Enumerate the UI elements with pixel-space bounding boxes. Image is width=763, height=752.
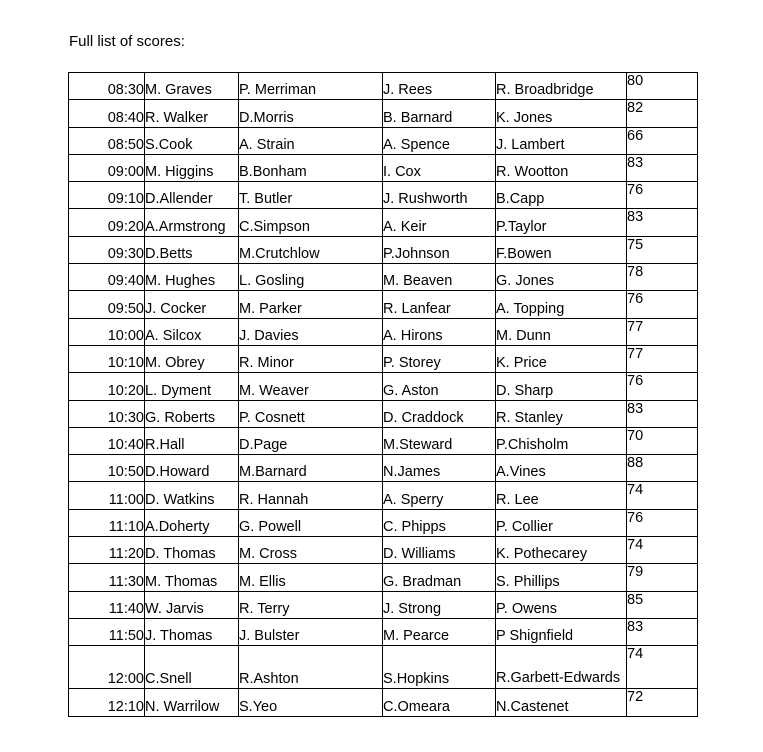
player-cell: P Shignfield [496, 618, 627, 645]
player-cell: A. Topping [496, 291, 627, 318]
player-cell: R. Hannah [239, 482, 383, 509]
player-cell: B. Barnard [383, 100, 496, 127]
score-row [69, 154, 698, 181]
player-cell: M.Barnard [239, 455, 383, 482]
tee-time-cell: 12:10 [69, 689, 145, 716]
player-cell: R.Ashton [239, 646, 383, 689]
score-cell: 76 [627, 509, 698, 536]
score-row [69, 455, 698, 482]
score-cell: 85 [627, 591, 698, 618]
score-cell: 88 [627, 455, 698, 482]
score-row [69, 182, 698, 209]
player-cell: D. Thomas [145, 537, 239, 564]
player-cell: A.Doherty [145, 509, 239, 536]
player-cell: D. Watkins [145, 482, 239, 509]
player-cell: D. Sharp [496, 373, 627, 400]
score-cell: 77 [627, 345, 698, 372]
score-row [69, 591, 698, 618]
player-cell: D. Craddock [383, 400, 496, 427]
player-cell: A. Sperry [383, 482, 496, 509]
player-cell: M. Parker [239, 291, 383, 318]
score-row [69, 127, 698, 154]
score-row [69, 537, 698, 564]
player-cell: J. Rees [383, 73, 496, 100]
player-cell: G. Bradman [383, 564, 496, 591]
score-cell: 80 [627, 73, 698, 100]
player-cell: J. Rushworth [383, 182, 496, 209]
score-row [69, 100, 698, 127]
scores-table-body [69, 73, 698, 717]
player-cell: R. Lee [496, 482, 627, 509]
player-cell: R. Wootton [496, 154, 627, 181]
score-cell: 82 [627, 100, 698, 127]
player-cell: C.Simpson [239, 209, 383, 236]
score-row [69, 73, 698, 100]
player-cell: B.Bonham [239, 154, 383, 181]
player-cell: A.Vines [496, 455, 627, 482]
score-row [69, 646, 698, 689]
score-row [69, 318, 698, 345]
player-cell: G. Powell [239, 509, 383, 536]
tee-time-cell: 10:50 [69, 455, 145, 482]
tee-time-cell: 09:10 [69, 182, 145, 209]
scores-table [68, 72, 698, 717]
tee-time-cell: 10:40 [69, 427, 145, 454]
player-cell: M. Hughes [145, 264, 239, 291]
score-cell: 83 [627, 618, 698, 645]
player-cell: P. Merriman [239, 73, 383, 100]
player-cell: M. Higgins [145, 154, 239, 181]
player-cell: S.Hopkins [383, 646, 496, 689]
player-cell: M. Beaven [383, 264, 496, 291]
player-cell: R. Stanley [496, 400, 627, 427]
player-cell: K. Pothecarey [496, 537, 627, 564]
score-row [69, 264, 698, 291]
tee-time-cell: 11:40 [69, 591, 145, 618]
score-cell: 83 [627, 209, 698, 236]
score-row [69, 291, 698, 318]
player-cell: R. Terry [239, 591, 383, 618]
player-cell: A. Hirons [383, 318, 496, 345]
score-cell: 74 [627, 482, 698, 509]
player-cell: R. Minor [239, 345, 383, 372]
score-cell: 74 [627, 537, 698, 564]
score-row [69, 236, 698, 263]
player-cell: D. Williams [383, 537, 496, 564]
score-cell: 76 [627, 182, 698, 209]
player-cell: M. Thomas [145, 564, 239, 591]
tee-time-cell: 11:20 [69, 537, 145, 564]
player-cell: A. Spence [383, 127, 496, 154]
page-heading: Full list of scores: [69, 33, 185, 50]
player-cell: P.Johnson [383, 236, 496, 263]
player-cell: R. Lanfear [383, 291, 496, 318]
player-cell: P. Owens [496, 591, 627, 618]
tee-time-cell: 09:40 [69, 264, 145, 291]
player-cell: F.Bowen [496, 236, 627, 263]
score-cell: 83 [627, 154, 698, 181]
score-row [69, 345, 698, 372]
tee-time-cell: 11:30 [69, 564, 145, 591]
score-row [69, 209, 698, 236]
player-cell: S.Yeo [239, 689, 383, 716]
score-cell: 72 [627, 689, 698, 716]
score-row [69, 400, 698, 427]
score-row [69, 427, 698, 454]
player-cell: M. Graves [145, 73, 239, 100]
score-cell: 77 [627, 318, 698, 345]
player-cell: N. Warrilow [145, 689, 239, 716]
player-cell: M. Weaver [239, 373, 383, 400]
score-row [69, 373, 698, 400]
tee-time-cell: 08:40 [69, 100, 145, 127]
tee-time-cell: 10:30 [69, 400, 145, 427]
tee-time-cell: 10:20 [69, 373, 145, 400]
tee-time-cell: 10:10 [69, 345, 145, 372]
player-cell: C. Phipps [383, 509, 496, 536]
score-cell: 74 [627, 646, 698, 689]
score-cell: 76 [627, 291, 698, 318]
player-cell: M.Steward [383, 427, 496, 454]
player-cell: M.Crutchlow [239, 236, 383, 263]
player-cell: S.Cook [145, 127, 239, 154]
player-cell: M. Dunn [496, 318, 627, 345]
player-cell: R.Hall [145, 427, 239, 454]
player-cell: T. Butler [239, 182, 383, 209]
score-row [69, 618, 698, 645]
score-cell: 76 [627, 373, 698, 400]
tee-time-cell: 08:50 [69, 127, 145, 154]
tee-time-cell: 08:30 [69, 73, 145, 100]
tee-time-cell: 10:00 [69, 318, 145, 345]
player-cell: G. Jones [496, 264, 627, 291]
score-cell: 79 [627, 564, 698, 591]
player-cell: D.Allender [145, 182, 239, 209]
score-row [69, 509, 698, 536]
player-cell: J. Davies [239, 318, 383, 345]
player-cell: K. Jones [496, 100, 627, 127]
player-cell: R. Walker [145, 100, 239, 127]
player-cell: D.Page [239, 427, 383, 454]
player-cell: G. Roberts [145, 400, 239, 427]
score-row [69, 564, 698, 591]
tee-time-cell: 12:00 [69, 646, 145, 689]
player-cell: W. Jarvis [145, 591, 239, 618]
player-cell: P. Collier [496, 509, 627, 536]
player-cell: C.Snell [145, 646, 239, 689]
player-cell: L. Dyment [145, 373, 239, 400]
player-cell: S. Phillips [496, 564, 627, 591]
player-cell: P. Cosnett [239, 400, 383, 427]
player-cell: K. Price [496, 345, 627, 372]
player-cell: I. Cox [383, 154, 496, 181]
player-cell: D.Betts [145, 236, 239, 263]
player-cell: D.Howard [145, 455, 239, 482]
player-cell: P.Chisholm [496, 427, 627, 454]
player-cell: J. Thomas [145, 618, 239, 645]
player-cell: J. Cocker [145, 291, 239, 318]
player-cell: J. Bulster [239, 618, 383, 645]
player-cell: M. Cross [239, 537, 383, 564]
player-cell: N.James [383, 455, 496, 482]
score-row [69, 482, 698, 509]
player-cell: B.Capp [496, 182, 627, 209]
score-cell: 83 [627, 400, 698, 427]
tee-time-cell: 11:00 [69, 482, 145, 509]
player-cell: M. Pearce [383, 618, 496, 645]
player-cell: M. Obrey [145, 345, 239, 372]
player-cell: N.Castenet [496, 689, 627, 716]
player-cell: G. Aston [383, 373, 496, 400]
player-cell: R.Garbett-Edwards [496, 646, 627, 689]
player-cell: D.Morris [239, 100, 383, 127]
player-cell: A. Keir [383, 209, 496, 236]
tee-time-cell: 09:00 [69, 154, 145, 181]
player-cell: J. Lambert [496, 127, 627, 154]
player-cell: J. Strong [383, 591, 496, 618]
player-cell: C.Omeara [383, 689, 496, 716]
tee-time-cell: 11:50 [69, 618, 145, 645]
player-cell: A.Armstrong [145, 209, 239, 236]
player-cell: P. Storey [383, 345, 496, 372]
tee-time-cell: 09:20 [69, 209, 145, 236]
score-cell: 75 [627, 236, 698, 263]
tee-time-cell: 11:10 [69, 509, 145, 536]
player-cell: R. Broadbridge [496, 73, 627, 100]
score-cell: 70 [627, 427, 698, 454]
tee-time-cell: 09:30 [69, 236, 145, 263]
tee-time-cell: 09:50 [69, 291, 145, 318]
player-cell: A. Silcox [145, 318, 239, 345]
player-cell: P.Taylor [496, 209, 627, 236]
score-cell: 66 [627, 127, 698, 154]
player-cell: A. Strain [239, 127, 383, 154]
player-cell: L. Gosling [239, 264, 383, 291]
score-row [69, 689, 698, 716]
player-cell: M. Ellis [239, 564, 383, 591]
score-cell: 78 [627, 264, 698, 291]
